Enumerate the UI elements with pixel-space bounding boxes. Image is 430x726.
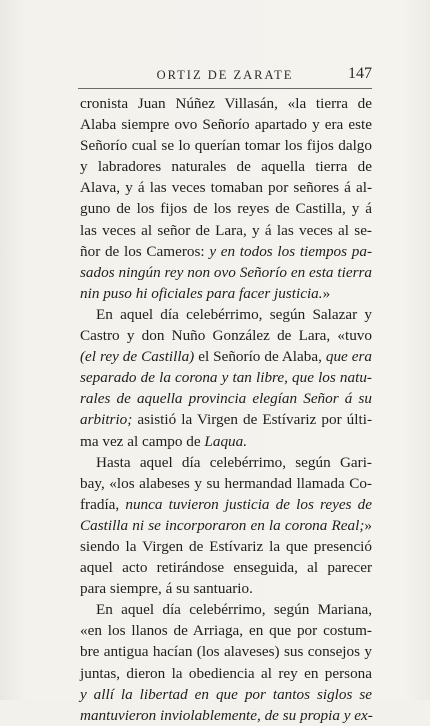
text-line — [80, 135, 372, 156]
text-line — [80, 241, 372, 262]
text-line — [80, 663, 372, 684]
text-span: En aquel día celebérrimo, según Mariana, — [96, 601, 372, 619]
text-span: » — [322, 284, 331, 302]
text-span: » — [364, 516, 372, 534]
italic-span: y en todos los tiempos pa- — [209, 242, 373, 260]
text-line — [80, 304, 372, 325]
text-line — [80, 641, 372, 662]
italic-span: nin puso hi oficiales para facer justicia. — [80, 284, 323, 302]
text-line — [80, 599, 372, 620]
text-span: para siempre, á su santuario. — [80, 580, 253, 598]
text-line — [80, 262, 372, 283]
text-line — [80, 473, 372, 494]
text-span: Alaba siempre ovo Señorío apartado y era este — [80, 116, 372, 134]
text-line — [80, 452, 372, 473]
text-line — [80, 198, 372, 219]
text-line — [80, 388, 372, 409]
text-span: «en los llanos de Arriaga, en que por costum- — [80, 622, 372, 640]
text-line — [80, 515, 372, 536]
text-line — [80, 367, 372, 388]
text-span: bay, «los alabeses y su hermandad llamada Co- — [80, 474, 372, 492]
running-title: ORTIZ DE ZARATE — [156, 68, 294, 82]
text-span: guno de los fijos de los reyes de Castilla, y á — [80, 200, 372, 218]
text-line — [80, 431, 372, 452]
text-span: ma vez al campo de — [80, 432, 205, 450]
text-line — [80, 409, 372, 430]
italic-span: mantuvieron inviolablemente, de su propia y ex- — [80, 706, 373, 724]
text-line — [80, 536, 372, 557]
text-line — [80, 620, 372, 641]
text-line — [80, 156, 372, 177]
text-span: juntas, dieron la obediencia al rey en persona — [80, 664, 372, 682]
text-span: En aquel día celebérrimo, según Salazar y — [96, 305, 372, 323]
italic-span: separado de la corona y tan libre, que los natu- — [80, 369, 372, 387]
text-line — [80, 346, 372, 367]
text-line — [80, 578, 372, 599]
italic-span: (el rey de Castilla) — [80, 348, 195, 366]
text-span: Alava, y á las veces tomaban por señores á al- — [80, 179, 372, 197]
text-line — [80, 114, 372, 135]
text-span: Señorío cual se lo querían tomar los fijos dalgo — [80, 137, 372, 155]
text-line — [80, 220, 372, 241]
italic-span: que era — [325, 348, 372, 366]
running-header — [78, 64, 372, 89]
body-text — [80, 93, 372, 726]
text-line — [80, 705, 372, 726]
page-number: 147 — [348, 65, 372, 82]
text-line — [80, 494, 372, 515]
text-span: el Señorío de Alaba, — [194, 348, 326, 366]
text-span: cronista Juan Núñez Villasán, «la tierra de — [80, 95, 372, 112]
text-span: aquel acto retirándose enseguida, al parecer — [80, 559, 372, 577]
italic-span: arbitrio; — [80, 411, 133, 429]
italic-span: Castilla ni se incorporaron en la corona Real; — [80, 516, 365, 534]
text-line — [80, 93, 372, 114]
italic-span: Laqua. — [204, 432, 248, 450]
text-line — [80, 177, 372, 198]
text-line — [80, 557, 372, 578]
text-span: Hasta aquel día celebérrimo, según Gari- — [96, 453, 372, 471]
text-span: bre antigua hacían (los alaveses) sus consejos y — [80, 643, 372, 661]
text-span: siendo la Virgen de Estívariz la que presenció — [80, 537, 372, 555]
italic-span: y allí la libertad en que por tantos siglos se — [80, 685, 372, 703]
text-line — [80, 325, 372, 346]
text-span: fradía, — [80, 495, 126, 513]
italic-span: rales de aquella provincia elegían Señor á su — [80, 390, 372, 408]
italic-span: nunca tuvieron justicia de los reyes de — [125, 495, 372, 513]
text-span: Castro y don Nuño González de Lara, «tuvo — [80, 327, 372, 345]
text-span: asistió la Virgen de Estívariz por últi- — [132, 411, 372, 429]
text-line — [80, 684, 372, 705]
text-line — [80, 283, 372, 304]
italic-span: sados ningún rey non ovo Señorío en esta tierra — [80, 263, 372, 281]
text-span: ñor de los Cameros: — [80, 242, 210, 260]
text-span: y labradores naturales de aquella tierra de — [80, 158, 372, 176]
text-span: las veces al señor de Lara, y á las veces al se- — [80, 221, 372, 239]
